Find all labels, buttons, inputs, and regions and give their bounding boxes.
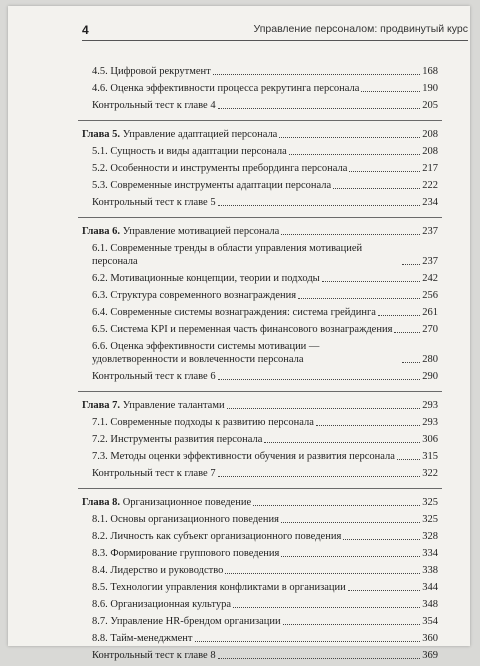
chapter-heading xyxy=(82,128,277,141)
toc-entry-label: Контрольный тест к главе 4 xyxy=(92,100,216,111)
dot-leader xyxy=(218,379,421,380)
chapter-separator xyxy=(78,120,442,121)
toc-entry[interactable] xyxy=(82,99,438,112)
toc-entry[interactable] xyxy=(82,162,438,175)
toc-entry-label: 8.6. Организационная культура xyxy=(92,599,232,610)
chapter-separator xyxy=(78,217,442,218)
toc-entry[interactable] xyxy=(82,65,438,78)
toc-entry[interactable] xyxy=(82,547,438,560)
toc-entry[interactable] xyxy=(82,242,438,268)
header-rule xyxy=(82,40,468,41)
dot-leader xyxy=(227,408,421,409)
dot-leader xyxy=(349,171,420,172)
chapter-page-number: 237 xyxy=(422,226,438,237)
toc-entry-label: Контрольный тест к главе 5 xyxy=(92,197,216,208)
toc-entry-label: 7.2. Инструменты развития персонала xyxy=(92,434,263,445)
dot-leader xyxy=(233,607,420,608)
chapter-separator xyxy=(78,391,442,392)
dot-leader xyxy=(279,137,420,138)
toc-entry-page-number: 293 xyxy=(422,417,438,428)
chapter-heading xyxy=(82,496,251,509)
dot-leader xyxy=(333,188,420,189)
dot-leader xyxy=(397,459,420,460)
toc-entry[interactable] xyxy=(82,306,438,319)
toc-entry[interactable] xyxy=(82,581,438,594)
toc-entry[interactable] xyxy=(82,323,438,336)
toc-entry-page-number: 306 xyxy=(422,434,438,445)
page-header xyxy=(82,23,468,43)
dot-leader xyxy=(316,425,420,426)
dot-leader xyxy=(281,522,420,523)
chapter-page-number: 325 xyxy=(422,497,438,508)
toc-entry-page-number: 354 xyxy=(422,616,438,627)
dot-leader xyxy=(218,658,421,659)
toc-entry-label: 5.1. Сущность и виды адаптации персонала xyxy=(92,146,287,157)
toc-entry[interactable] xyxy=(82,416,438,429)
toc-entry[interactable] xyxy=(82,632,438,645)
toc-entry[interactable] xyxy=(82,450,438,463)
toc-entry-page-number: 338 xyxy=(422,565,438,576)
toc-entry[interactable] xyxy=(82,370,438,383)
toc-entry-label: 6.3. Структура современного вознаграждения xyxy=(92,290,297,301)
dot-leader xyxy=(378,315,420,316)
toc-entry-label: 8.2. Личность как субъект организационного поведения xyxy=(92,531,342,542)
toc-entry-label: 5.3. Современные инструменты адаптации персонала xyxy=(92,180,332,191)
toc-entry[interactable] xyxy=(82,289,438,302)
toc-entry[interactable] xyxy=(82,340,438,366)
toc-entry-page-number: 348 xyxy=(422,599,438,610)
chapter-prefix: Глава 5. xyxy=(82,129,121,140)
toc-entry[interactable] xyxy=(82,564,438,577)
toc-entry-label: 8.4. Лидерство и руководство xyxy=(92,565,224,576)
chapter-separator xyxy=(78,488,442,489)
toc-entry-label: 8.1. Основы организационного поведения xyxy=(92,514,279,525)
toc-entry-page-number: 237 xyxy=(422,256,438,267)
dot-leader xyxy=(218,476,421,477)
toc-entry-label: Контрольный тест к главе 7 xyxy=(92,468,216,479)
chapter-prefix: Глава 6. xyxy=(82,226,121,237)
toc-entry[interactable] xyxy=(82,179,438,192)
dot-leader xyxy=(283,624,421,625)
toc-entry-page-number: 334 xyxy=(422,548,438,559)
toc-entry-label: Контрольный тест к главе 8 xyxy=(92,650,216,661)
toc-entry-page-number: 322 xyxy=(422,468,438,479)
chapter-prefix: Глава 7. xyxy=(82,400,121,411)
toc-entry-label: Контрольный тест к главе 6 xyxy=(92,371,216,382)
chapter-heading xyxy=(82,399,225,412)
toc-entry-label: 8.5. Технологии управления конфликтами в организации xyxy=(92,582,346,593)
chapter-page-number: 293 xyxy=(422,400,438,411)
dot-leader xyxy=(322,281,421,282)
dot-leader xyxy=(281,234,420,235)
toc-entry[interactable] xyxy=(82,530,438,543)
toc-entry-page-number: 205 xyxy=(422,100,438,111)
toc-entry[interactable] xyxy=(82,513,438,526)
toc-entry[interactable] xyxy=(82,82,438,95)
dot-leader xyxy=(253,505,420,506)
toc-entry-page-number: 217 xyxy=(422,163,438,174)
chapter-prefix: Глава 8. xyxy=(82,497,121,508)
chapter-heading-row[interactable] xyxy=(82,128,438,141)
toc-entry-label: 6.2. Мотивационные концепции, теории и подходы xyxy=(92,273,320,284)
dot-leader xyxy=(218,108,421,109)
toc-entry-page-number: 261 xyxy=(422,307,438,318)
toc-entry-page-number: 315 xyxy=(422,451,438,462)
toc-entry[interactable] xyxy=(82,615,438,628)
toc-entry-label: 8.8. Тайм-менеджмент xyxy=(92,633,193,644)
dot-leader xyxy=(402,264,420,265)
toc-entry[interactable] xyxy=(82,145,438,158)
chapter-title: Организационное поведение xyxy=(122,497,252,508)
toc-entry-label: 6.6. Оценка эффективности системы мотивации — удовлетворенности и вовлеченности персонала xyxy=(92,341,320,365)
book-page xyxy=(8,6,470,661)
running-title: Управление персоналом: продвинутый курс xyxy=(253,23,468,35)
chapter-title: Управление адаптацией персонала xyxy=(122,129,278,140)
toc-entry-page-number: 242 xyxy=(422,273,438,284)
toc-entry-page-number: 280 xyxy=(422,354,438,365)
toc-entry[interactable] xyxy=(82,272,438,285)
toc-entry-page-number: 190 xyxy=(422,83,438,94)
toc-entry-label: 6.1. Современные тренды в области управления мотивацией персонала xyxy=(92,243,363,267)
toc-entry-label: 8.7. Управление HR-брендом организации xyxy=(92,616,281,627)
chapter-heading xyxy=(82,225,279,238)
dot-leader xyxy=(195,641,421,642)
dot-leader xyxy=(348,590,420,591)
toc-entry-page-number: 222 xyxy=(422,180,438,191)
toc-entry[interactable] xyxy=(82,196,438,209)
toc-entry[interactable] xyxy=(82,598,438,611)
toc-entry-page-number: 168 xyxy=(422,66,438,77)
dot-leader xyxy=(225,573,420,574)
chapter-title: Управление талантами xyxy=(122,400,225,411)
toc-entry-label: 5.2. Особенности и инструменты пребординга персонала xyxy=(92,163,348,174)
toc-entry[interactable] xyxy=(82,433,438,446)
dot-leader xyxy=(264,442,420,443)
toc-entry-label: 4.5. Цифровой рекрутмент xyxy=(92,66,211,77)
dot-leader xyxy=(281,556,420,557)
dot-leader xyxy=(289,154,420,155)
dot-leader xyxy=(218,205,421,206)
toc-entry-page-number: 234 xyxy=(422,197,438,208)
chapter-page-number: 208 xyxy=(422,129,438,140)
toc-entry-page-number: 369 xyxy=(422,650,438,661)
table-of-contents xyxy=(82,65,438,666)
toc-entry[interactable] xyxy=(82,467,438,480)
toc-entry[interactable] xyxy=(82,649,438,662)
toc-entry-page-number: 360 xyxy=(422,633,438,644)
dot-leader xyxy=(343,539,420,540)
chapter-title: Управление мотивацией персонала xyxy=(122,226,280,237)
toc-entry-page-number: 208 xyxy=(422,146,438,157)
dot-leader xyxy=(298,298,420,299)
toc-entry-page-number: 290 xyxy=(422,371,438,382)
dot-leader xyxy=(361,91,420,92)
toc-entry-page-number: 325 xyxy=(422,514,438,525)
toc-entry-page-number: 344 xyxy=(422,582,438,593)
toc-entry-label: 6.4. Современные системы вознаграждения: система грейдинга xyxy=(92,307,376,318)
page-number: 4 xyxy=(82,23,89,37)
dot-leader xyxy=(402,362,420,363)
toc-entry-label: 7.3. Методы оценки эффективности обучения и развития персонала xyxy=(92,451,395,462)
toc-entry-page-number: 256 xyxy=(422,290,438,301)
chapter-heading-row[interactable] xyxy=(82,496,438,509)
chapter-heading-row[interactable] xyxy=(82,399,438,412)
toc-entry-page-number: 270 xyxy=(422,324,438,335)
dot-leader xyxy=(394,332,420,333)
toc-entry-label: 6.5. Система KPI и переменная часть финансового вознаграждения xyxy=(92,324,393,335)
toc-entry-label: 8.3. Формирование группового поведения xyxy=(92,548,280,559)
chapter-heading-row[interactable] xyxy=(82,225,438,238)
dot-leader xyxy=(213,74,421,75)
toc-entry-label: 7.1. Современные подходы к развитию персонала xyxy=(92,417,314,428)
toc-entry-label: 4.6. Оценка эффективности процесса рекрутинга персонала xyxy=(92,83,360,94)
toc-entry-page-number: 328 xyxy=(422,531,438,542)
